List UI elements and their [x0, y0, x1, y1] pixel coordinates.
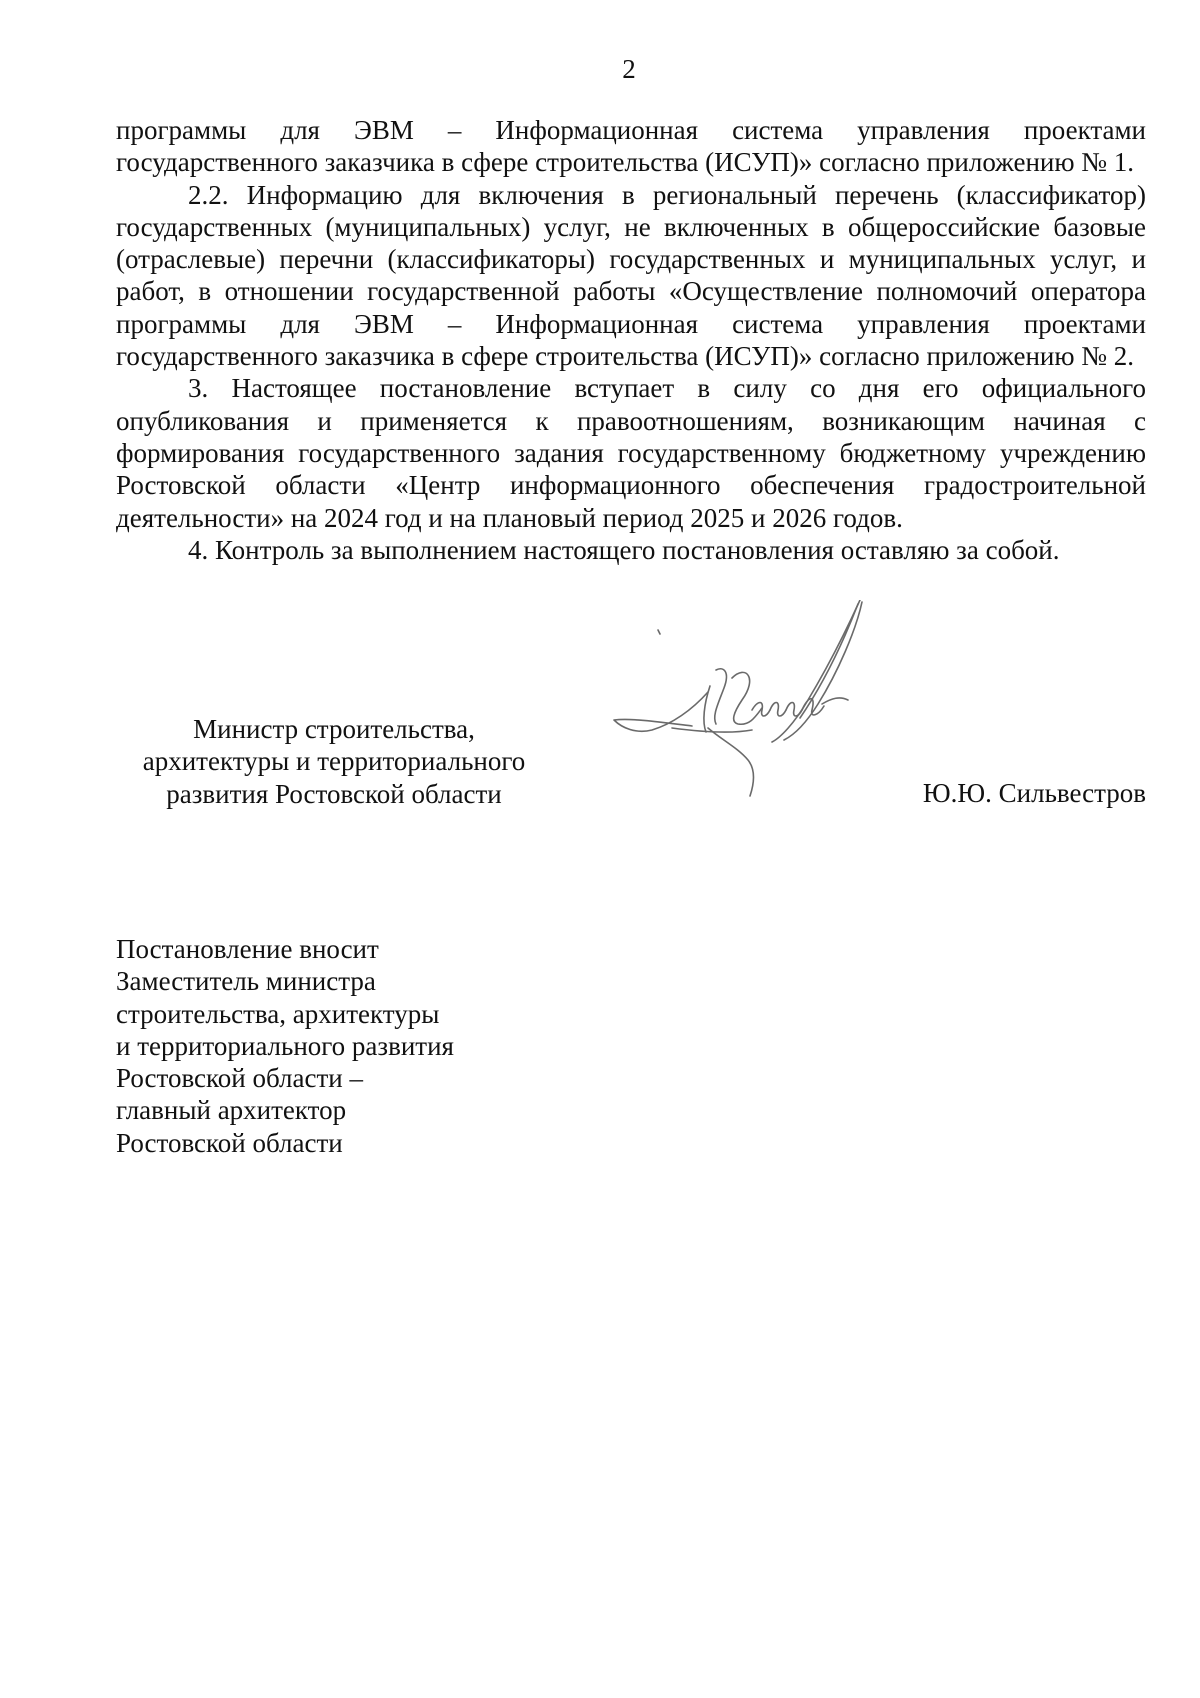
page-number: 2: [622, 54, 636, 84]
signer-position-line: архитектуры и территориального: [142, 746, 526, 777]
paragraph-4: 4. Контроль за выполнением настоящего постановления оставляю за собой.: [188, 534, 1060, 565]
presenter-line: и территориального развития: [116, 1030, 454, 1061]
presenter-line: Заместитель министра: [116, 966, 376, 997]
signer-position-line: развития Ростовской области: [166, 778, 502, 809]
signer-name: Ю.Ю. Сильвестров: [922, 778, 1146, 808]
presenter-block: [116, 933, 616, 1159]
paragraph-2-2: 2.2. Информацию для включения в региональный перечень (классификатор) государственных (муниципальных) услуг, не включенных в общероссийские базовые (отраслевые) перечни (классификаторы) государственных и муниципальных услуг, и работ, в отношении государственной работы «Осуществление полномочий оператора программы для ЭВМ – Информационная система управления проектами государственного заказчика в сфере строительства (ИСУП)» согласно приложению № 2.: [116, 179, 1146, 372]
paragraph-3: 3. Настоящее постановление вступает в силу со дня его официального опубликования и применяется к правоотношениям, возникающим начиная с формирования государственного задания государственному бюджетному учреждению Ростовской области «Центр информационного обеспечения градостроительной деятельности» на 2024 год и на плановый период 2025 и 2026 годов.: [116, 373, 1146, 533]
presenter-line: главный архитектор: [116, 1095, 347, 1126]
signer-position-line: Министр строительства,: [193, 714, 475, 744]
presenter-line: строительства, архитектуры: [116, 998, 440, 1029]
signature-block: [116, 713, 1146, 843]
signer-position: [116, 713, 552, 810]
body-text: [116, 114, 1146, 566]
paragraph-continuation: программы для ЭВМ – Информационная система управления проектами государственного заказчика в сфере строительства (ИСУП)» согласно приложению № 1.: [116, 115, 1146, 178]
presenter-line: Постановление вносит: [116, 934, 379, 964]
presenter-line: Ростовской области –: [116, 1063, 363, 1094]
presenter-line: Ростовской области: [116, 1127, 343, 1158]
